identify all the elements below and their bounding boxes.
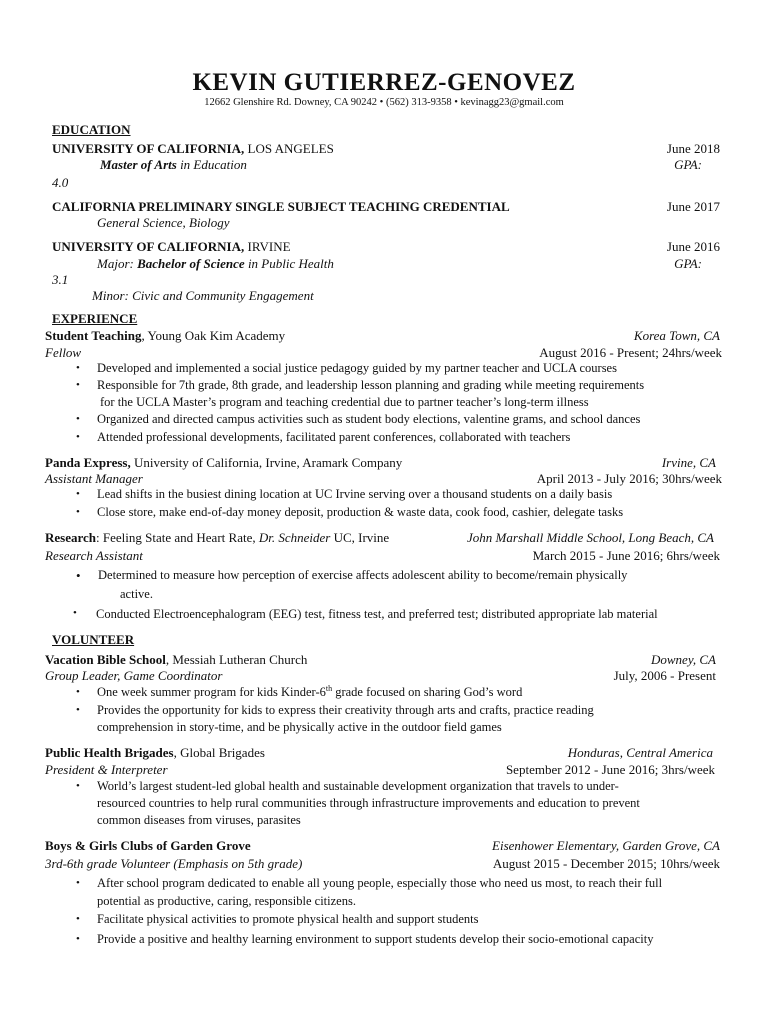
volunteer-brigades-role: President & Interpreter — [45, 762, 168, 777]
bullet-text-continued: common diseases from viruses, parasites — [97, 813, 301, 827]
volunteer-vbs-title — [45, 653, 307, 666]
bullet-icon: • — [76, 413, 80, 425]
bullet-text: Conducted Electroencephalogram (EEG) test, fitness test, and preferred test; distributed appropriate lab material — [96, 607, 658, 621]
job-research-location: John Marshall Middle School, Long Beach, CA — [467, 530, 714, 545]
org-place: : Feeling State and Heart Rate, — [96, 530, 259, 545]
job-teaching-role: Fellow — [45, 345, 82, 360]
job-teaching-dates: August 2016 - Present; 24hrs/week — [539, 345, 722, 360]
volunteer-bgc-title: Boys & Girls Clubs of Garden Grove — [45, 838, 251, 853]
bullet-text: Responsible for 7th grade, 8th grade, and leadership lesson planning and grading while meeting requirements — [97, 378, 645, 392]
bullet-icon: • — [73, 607, 77, 619]
degree-field: in Public Health — [244, 256, 334, 271]
bullet-icon: • — [76, 568, 81, 583]
org-name: Panda Express, — [45, 455, 131, 470]
bullet-text: Lead shifts in the busiest dining location at UC Irvine serving over a thousand students on a daily basis — [97, 487, 613, 501]
job-research-dates: March 2015 - June 2016; 6hrs/week — [532, 548, 720, 563]
volunteer-brigades-dates: September 2012 - June 2016; 3hrs/week — [505, 762, 715, 777]
section-heading-experience: EXPERIENCE — [52, 311, 138, 326]
volunteer-vbs-dates: July, 2006 - Present — [613, 668, 716, 683]
degree-name: Bachelor of Science — [137, 256, 245, 271]
volunteer-vbs-location: Downey, CA — [651, 652, 716, 667]
school-name: UNIVERSITY OF CALIFORNIA, — [52, 141, 245, 156]
org-place: University of California, Irvine, Aramark Company — [130, 455, 403, 470]
education-ucla-gpa-label: GPA: — [674, 157, 702, 172]
degree-field: in Education — [176, 157, 247, 172]
school-campus: IRVINE — [244, 239, 291, 254]
education-uci-date: June 2016 — [666, 239, 720, 254]
job-teaching-title — [45, 329, 285, 342]
bullet-icon: • — [76, 362, 80, 374]
job-panda-location: Irvine, CA — [661, 455, 716, 470]
section-heading-volunteer: VOLUNTEER — [52, 632, 135, 647]
bullet-icon: • — [76, 780, 80, 792]
education-uci-major — [97, 257, 334, 270]
bullet-text: After school program dedicated to enable all young people, especially those who need us most, to reach their full — [97, 876, 663, 890]
bullet-icon: • — [76, 877, 80, 889]
education-uci-gpa-label: GPA: — [674, 256, 702, 271]
bullet-icon: • — [76, 488, 80, 500]
education-ucla-gpa: 4.0 — [52, 175, 69, 190]
education-ucla-school — [52, 142, 334, 155]
school-campus: LOS ANGELES — [244, 141, 334, 156]
education-uci-minor: Minor: Civic and Community Engagement — [92, 288, 314, 303]
education-credential-subjects: General Science, Biology — [97, 215, 230, 230]
bullet-icon: • — [76, 933, 80, 945]
bullet-text: Close store, make end-of-day money deposit, production & waste data, cook food, cashier, delegate tasks — [97, 505, 624, 519]
org-place-suffix: UC, Irvine — [330, 530, 390, 545]
major-label: Major: — [97, 256, 138, 271]
education-uci-school — [52, 240, 291, 253]
volunteer-brigades-title — [45, 746, 265, 759]
job-research-title — [45, 531, 389, 544]
bullet-text-continued: resourced countries to help rural communities through infrastructure improvements and education to prevent — [97, 796, 640, 810]
bullet-text — [97, 683, 523, 699]
job-panda-dates: April 2013 - July 2016; 30hrs/week — [536, 471, 722, 486]
org-place: , Young Oak Kim Academy — [141, 328, 286, 343]
bullet-text: World’s largest student-led global health and sustainable development organization that travels to under- — [97, 779, 619, 793]
bullet-text: Developed and implemented a social justice pedagogy guided by my partner teacher and UCLA courses — [97, 361, 617, 375]
bullet-text-continued: potential as productive, caring, responsible citizens. — [97, 894, 356, 908]
volunteer-bgc-role: 3rd-6th grade Volunteer (Emphasis on 5th grade) — [45, 856, 303, 871]
job-teaching-location: Korea Town, CA — [633, 328, 720, 343]
ordinal-suffix: th — [325, 683, 333, 693]
job-panda-title — [45, 456, 402, 469]
org-name: Research — [45, 530, 97, 545]
education-uci-gpa: 3.1 — [52, 272, 69, 287]
org-name: Public Health Brigades — [45, 745, 174, 760]
volunteer-bgc-dates: August 2015 - December 2015; 10hrs/week — [492, 856, 720, 871]
bullet-text: Organized and directed campus activities such as student body elections, valentine grams, and school dances — [97, 412, 641, 426]
bullet-text-continued: for the UCLA Master’s program and teaching credential due to partner teacher’s long-term illness — [100, 395, 589, 409]
contact-line: 12662 Glenshire Rd. Downey, CA 90242 • (562) 313-9358 • kevinagg23@gmail.com — [204, 97, 564, 108]
org-place: , Global Brigades — [173, 745, 265, 760]
bullet-text: Attended professional developments, facilitated parent conferences, collaborated with teachers — [97, 430, 571, 444]
education-credential-date: June 2017 — [666, 199, 720, 214]
bullet-text: Provides the opportunity for kids to express their creativity through arts and crafts, practice reading — [97, 703, 594, 717]
bullet-text-part: grade focused on sharing God’s word — [332, 685, 523, 699]
candidate-name: KEVIN GUTIERREZ-GENOVEZ — [192, 69, 576, 96]
job-research-role: Research Assistant — [45, 548, 143, 563]
bullet-icon: • — [76, 431, 80, 443]
volunteer-vbs-role: Group Leader, Game Coordinator — [45, 668, 223, 683]
bullet-text-part: One week summer program for kids Kinder-6 — [97, 685, 326, 699]
education-credential-title: CALIFORNIA PRELIMINARY SINGLE SUBJECT TEACHING CREDENTIAL — [52, 199, 510, 214]
bullet-text: Facilitate physical activities to promote physical health and support students — [97, 912, 479, 926]
job-panda-role: Assistant Manager — [45, 471, 143, 486]
org-place: , Messiah Lutheran Church — [165, 652, 308, 667]
education-ucla-degree — [100, 158, 247, 171]
bullet-text: Provide a positive and healthy learning environment to support students develop their socio-emotional capacity — [97, 932, 654, 946]
degree-name: Master of Arts — [100, 157, 177, 172]
volunteer-bgc-location: Eisenhower Elementary, Garden Grove, CA — [492, 838, 720, 853]
bullet-text-continued: comprehension in story-time, and be physically active in the outdoor field games — [97, 720, 502, 734]
org-name: Student Teaching — [45, 328, 142, 343]
bullet-icon: • — [76, 506, 80, 518]
bullet-icon: • — [76, 379, 80, 391]
education-ucla-date: June 2018 — [666, 141, 720, 156]
volunteer-brigades-location: Honduras, Central America — [567, 745, 713, 760]
school-name: UNIVERSITY OF CALIFORNIA, — [52, 239, 245, 254]
bullet-icon: • — [76, 686, 80, 698]
org-name: Vacation Bible School — [45, 652, 166, 667]
bullet-text: Determined to measure how perception of exercise affects adolescent ability to become/remain physically — [98, 568, 628, 582]
section-heading-education: EDUCATION — [52, 122, 131, 137]
supervisor-name: Dr. Schneider — [258, 530, 331, 545]
bullet-icon: • — [76, 913, 80, 925]
bullet-text-continued: active. — [120, 587, 153, 601]
bullet-icon: • — [76, 704, 80, 716]
